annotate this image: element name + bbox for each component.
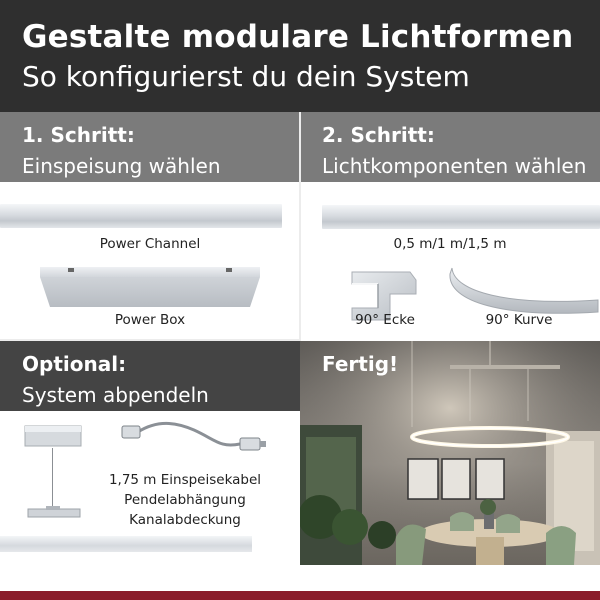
header-banner — [0, 0, 600, 112]
power-box-image — [38, 265, 262, 309]
curve-90-image — [448, 262, 600, 316]
power-box-label: Power Box — [114, 312, 186, 328]
step1-subtitle: Einspeisung wählen — [22, 154, 221, 178]
lengths-label: 0,5 m/1 m/1,5 m — [393, 236, 507, 252]
power-channel-image — [0, 204, 282, 228]
page-title: Gestalte modulare Lichtformen — [22, 19, 574, 55]
corner-label: 90° Ecke — [355, 312, 415, 328]
footer-spacer — [0, 565, 600, 591]
optional-bar — [0, 341, 300, 411]
step2-title: 2. Schritt: — [322, 123, 435, 147]
optional-title: Optional: — [22, 352, 127, 376]
feed-cable-image — [120, 418, 270, 468]
page-subtitle: So konfigurierst du dein System — [22, 60, 470, 93]
pendant-ceiling-cap-image — [24, 424, 82, 448]
pendant-wire — [52, 448, 53, 508]
brand-accent-strip — [0, 591, 600, 600]
pendant-clamp-image — [26, 506, 82, 520]
optional-subtitle: System abpendeln — [22, 383, 209, 407]
done-bar — [300, 341, 600, 411]
step2-subtitle: Lichtkomponenten wählen — [322, 154, 587, 178]
step1-bar — [0, 112, 300, 182]
optional-item-cable: 1,75 m Einspeisekabel — [108, 472, 262, 488]
done-title: Fertig! — [322, 352, 399, 376]
step1-title: 1. Schritt: — [22, 123, 135, 147]
section-divider-vertical — [299, 112, 301, 341]
power-channel-label: Power Channel — [99, 236, 201, 252]
curve-label: 90° Kurve — [485, 312, 553, 328]
optional-item-pendant: Pendelabhängung — [124, 492, 246, 508]
optional-item-cover: Kanalabdeckung — [129, 512, 241, 528]
channel-cover-image — [0, 536, 252, 552]
light-channel-image — [322, 205, 600, 229]
step2-bar — [300, 112, 600, 182]
